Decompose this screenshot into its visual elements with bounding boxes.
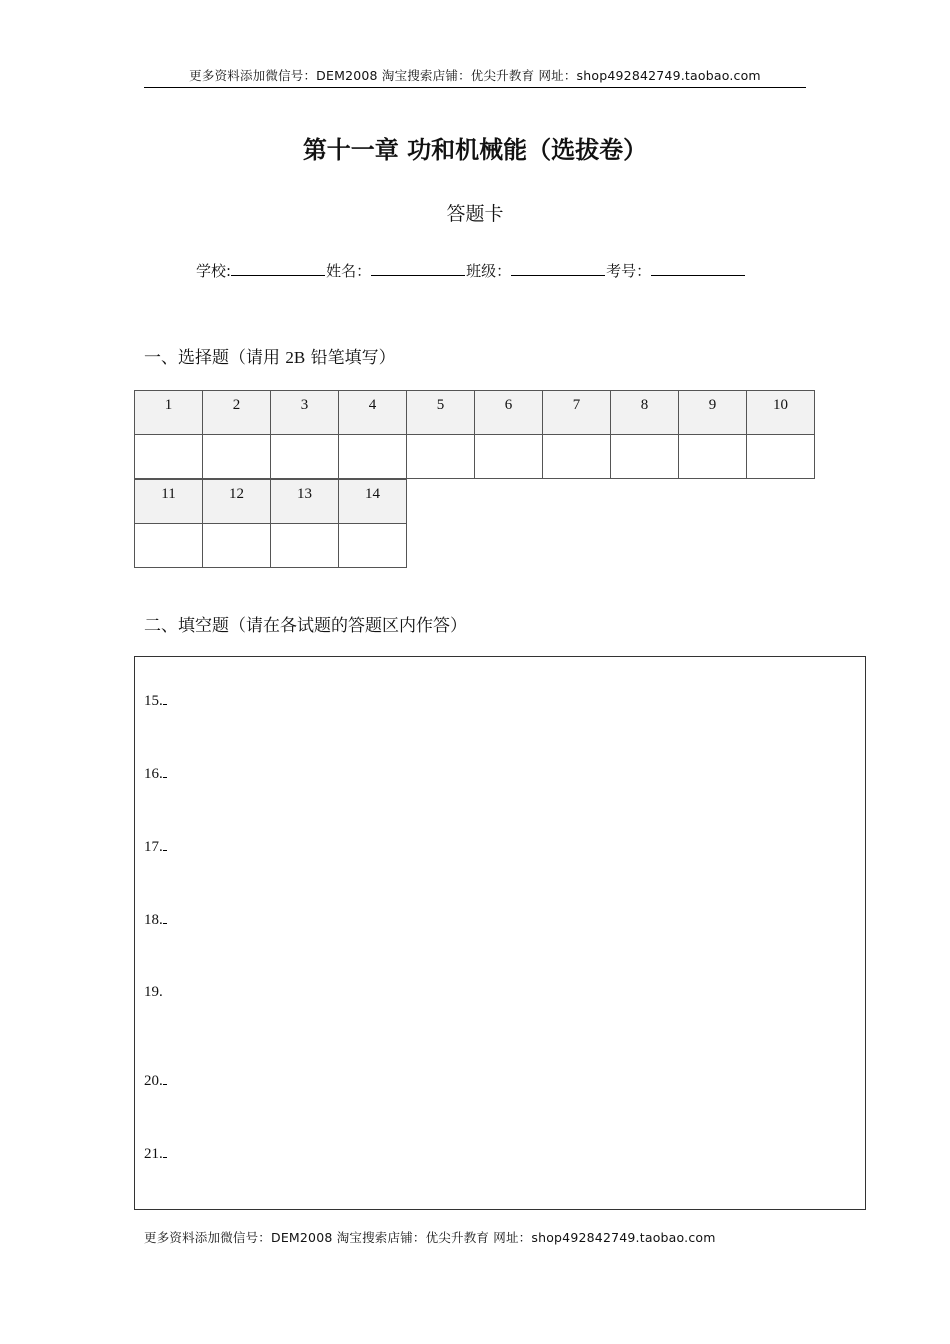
answer-cell[interactable] xyxy=(679,435,747,479)
answer-row xyxy=(135,435,815,479)
question-number: 6 xyxy=(475,391,543,435)
answer-cell[interactable] xyxy=(135,524,203,568)
answer-cell[interactable] xyxy=(339,524,407,568)
fill-item-number: 17. xyxy=(144,839,163,855)
section-choice-title-b: 2B xyxy=(285,348,306,367)
fill-item-number: 18. xyxy=(144,912,163,928)
answer-cell[interactable] xyxy=(407,435,475,479)
question-number: 2 xyxy=(203,391,271,435)
fill-item xyxy=(144,982,163,1002)
fill-blank-mark xyxy=(163,690,167,705)
answer-cell[interactable] xyxy=(475,435,543,479)
question-number: 10 xyxy=(747,391,815,435)
fill-item xyxy=(144,690,167,711)
class-blank[interactable] xyxy=(511,260,605,276)
fill-item xyxy=(144,836,167,857)
answer-cell[interactable] xyxy=(271,435,339,479)
fill-item xyxy=(144,763,167,784)
fill-blank-mark xyxy=(163,909,167,924)
footer-note: 更多资料添加微信号：DEM2008 淘宝搜索店铺：优尖升教育 网址：shop492842749.taobao.com xyxy=(144,1230,716,1245)
question-number: 5 xyxy=(407,391,475,435)
question-number: 9 xyxy=(679,391,747,435)
question-number: 13 xyxy=(271,480,339,524)
fill-item-number: 21. xyxy=(144,1146,163,1162)
question-number-row xyxy=(135,480,407,524)
answer-cell[interactable] xyxy=(747,435,815,479)
fill-answer-area[interactable] xyxy=(134,656,866,1210)
answer-cell[interactable] xyxy=(135,435,203,479)
fill-blank-mark xyxy=(163,1070,167,1085)
question-number: 3 xyxy=(271,391,339,435)
question-number: 1 xyxy=(135,391,203,435)
section-fill-title: 二、填空题（请在各试题的答题区内作答） xyxy=(144,616,467,636)
question-number: 8 xyxy=(611,391,679,435)
page-title: 第十一章 功和机械能（选拔卷） xyxy=(302,136,648,164)
exam-no-label: 考号： xyxy=(606,262,652,280)
choice-grid-row2 xyxy=(134,479,407,568)
header-divider xyxy=(144,87,806,88)
name-blank[interactable] xyxy=(371,260,465,276)
question-number: 7 xyxy=(543,391,611,435)
fill-blank-mark xyxy=(163,763,167,778)
section-choice-title-a: 一、选择题（请用 xyxy=(144,348,286,368)
question-number-row xyxy=(135,391,815,435)
fill-item xyxy=(144,909,167,930)
fill-blank-mark xyxy=(163,1143,167,1158)
fill-blank-mark xyxy=(163,836,167,851)
answer-cell[interactable] xyxy=(339,435,407,479)
section-choice-title-c: 铅笔填写） xyxy=(305,348,396,368)
school-label: 学校: xyxy=(196,262,232,280)
question-number: 4 xyxy=(339,391,407,435)
class-label: 班级： xyxy=(466,262,512,280)
student-info-line xyxy=(196,260,746,282)
choice-grid-row1 xyxy=(134,390,815,479)
answer-cell[interactable] xyxy=(203,524,271,568)
section-choice-title xyxy=(144,346,396,370)
name-label: 姓名： xyxy=(326,262,372,280)
fill-item-number: 20. xyxy=(144,1073,163,1089)
fill-item-number: 16. xyxy=(144,766,163,782)
answer-cell[interactable] xyxy=(543,435,611,479)
answer-cell[interactable] xyxy=(611,435,679,479)
fill-item-number: 19. xyxy=(144,984,163,1000)
school-blank[interactable] xyxy=(231,260,325,276)
fill-item xyxy=(144,1143,167,1164)
exam-no-blank[interactable] xyxy=(651,260,745,276)
answer-cell[interactable] xyxy=(271,524,339,568)
fill-item xyxy=(144,1070,167,1091)
fill-item-number: 15. xyxy=(144,693,163,709)
answer-cell[interactable] xyxy=(203,435,271,479)
header-note: 更多资料添加微信号：DEM2008 淘宝搜索店铺：优尖升教育 网址：shop492842749.taobao.com xyxy=(189,68,761,83)
question-number: 14 xyxy=(339,480,407,524)
answer-row xyxy=(135,524,407,568)
page-subtitle: 答题卡 xyxy=(446,203,504,225)
question-number: 11 xyxy=(135,480,203,524)
question-number: 12 xyxy=(203,480,271,524)
